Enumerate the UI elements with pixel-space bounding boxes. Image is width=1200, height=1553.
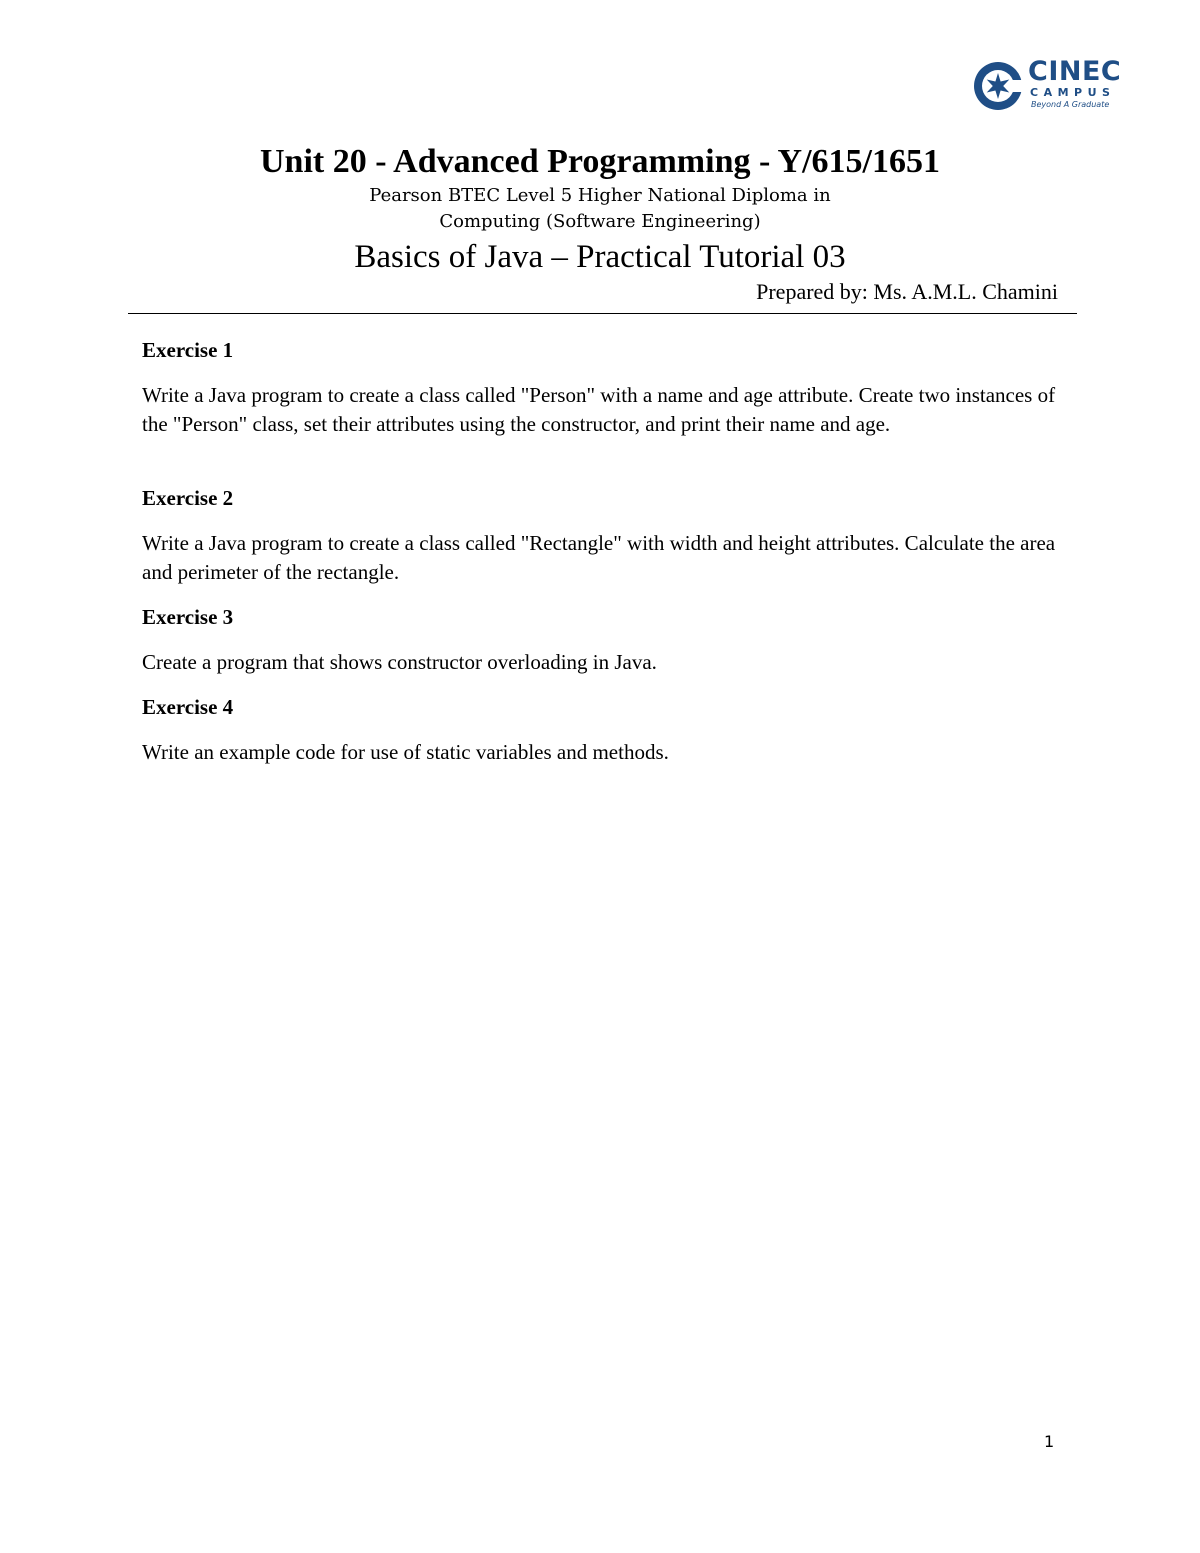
header-divider [128,313,1077,314]
exercise-2-text: Write a Java program to create a class called "Rectangle" with width and height attributes. Calculate the area and perimeter of the rectangle. [142,531,1056,584]
tutorial-title: Basics of Java – Practical Tutorial 03 [354,239,846,275]
prepared-by: Prepared by: Ms. A.M.L. Chamini [756,279,1058,304]
exercise-3-heading: Exercise 3 [142,605,234,629]
exercise-2-heading: Exercise 2 [142,486,234,510]
exercise-4-text: Write an example code for use of static variables and methods. [142,740,669,764]
logo-sub-text: CAMPUS [1030,86,1116,99]
exercise-1-heading: Exercise 1 [142,338,234,362]
exercise-1-text: Write a Java program to create a class called "Person" with a name and age attribute. Create two instances of the "Person" class, set their attributes using the constructor, and print their name and age. [142,383,1056,436]
exercise-4-heading: Exercise 4 [142,695,234,719]
logo-tagline: Beyond A Graduate [1031,100,1110,109]
diploma-line-1: Pearson BTEC Level 5 Higher National Diploma in [369,185,831,206]
diploma-line-2: Computing (Software Engineering) [439,211,761,232]
cinec-campus-logo [972,58,1120,114]
page-number: 1 [1044,1432,1055,1451]
cinec-logo-icon [972,60,1024,112]
logo-brand-text: CINEC [1028,56,1122,87]
unit-title: Unit 20 - Advanced Programming - Y/615/1651 [260,143,940,180]
exercise-3-text: Create a program that shows constructor overloading in Java. [142,650,657,674]
